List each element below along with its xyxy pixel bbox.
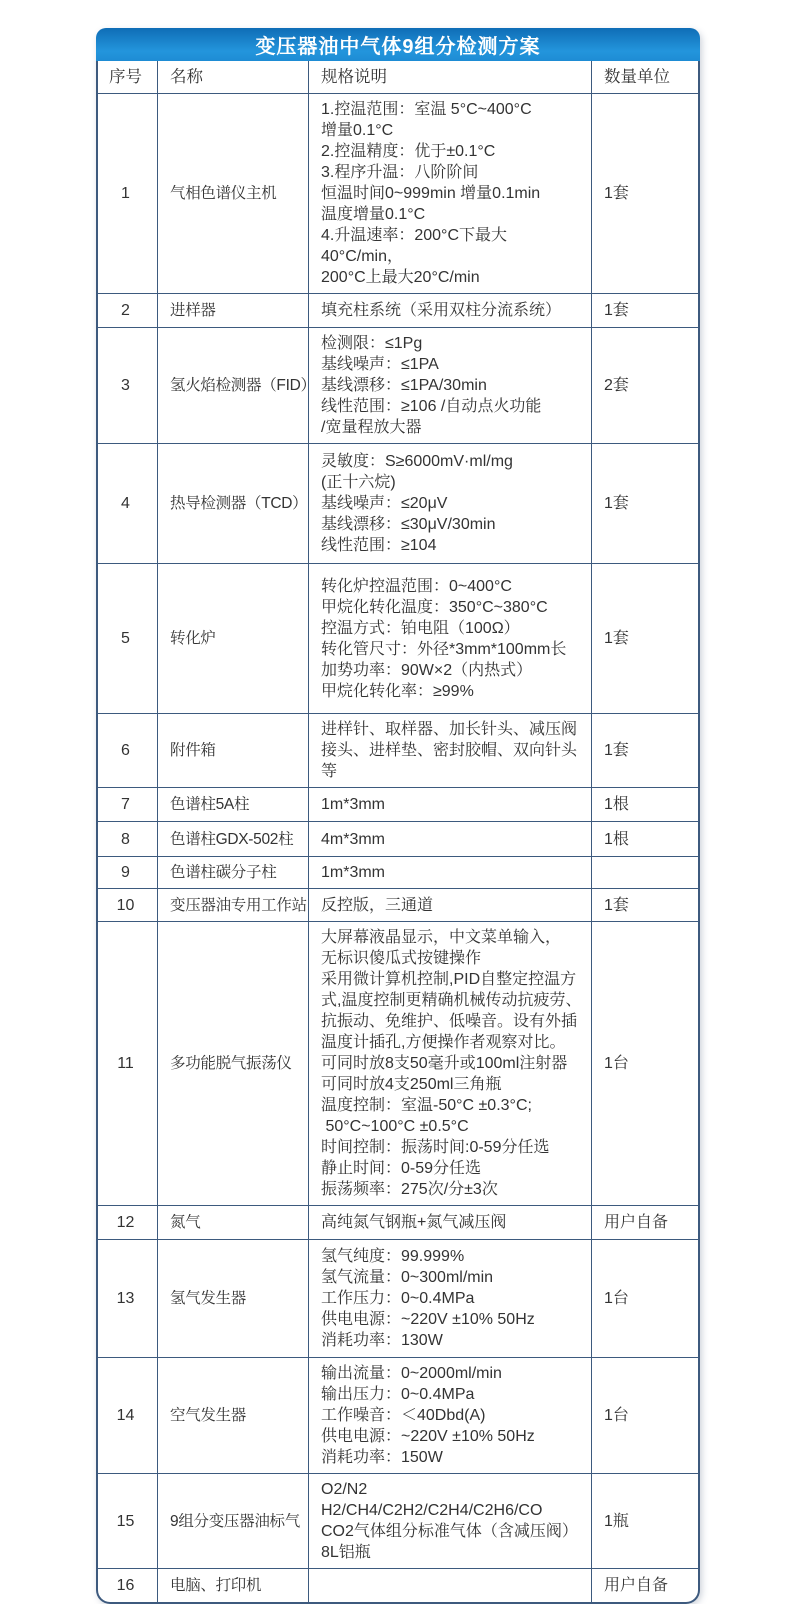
- spec-sheet-card: [96, 28, 700, 1604]
- spec-line: 1.控温范围：室温 5°C~400°C: [321, 101, 532, 118]
- cell-name: 9组分变压器油标气: [158, 1474, 309, 1568]
- cell-spec: [309, 714, 592, 787]
- table-row: [98, 1206, 698, 1240]
- table-row: [98, 328, 698, 444]
- cell-qty: 2套: [604, 377, 629, 394]
- cell-num: 8: [98, 822, 158, 856]
- cell-name: 氮气: [158, 1206, 309, 1239]
- spec-line: 供电电源：~220V ±10% 50Hz: [321, 1311, 535, 1328]
- cell-name: 氢气发生器: [158, 1240, 309, 1357]
- cell-num: 6: [98, 714, 158, 787]
- cell-num: 13: [98, 1240, 158, 1357]
- spec-line: 可同时放8支50毫升或100ml注射器: [321, 1055, 568, 1072]
- spec-line: /宽量程放大器: [321, 419, 422, 436]
- spec-line: 4.升温速率：200°C下最大40°C/min，: [321, 227, 507, 265]
- cell-qty: 1台: [604, 1407, 629, 1424]
- spec-line: 工作压力：0~0.4MPa: [321, 1290, 475, 1307]
- table-row: [98, 1358, 698, 1474]
- cell-num: 4: [98, 444, 158, 563]
- cell-name: 多功能脱气振荡仪: [158, 922, 309, 1205]
- table-row: [98, 294, 698, 328]
- table-row: [98, 714, 698, 788]
- spec-line: 消耗功率：130W: [321, 1332, 443, 1349]
- cell-name: 电脑、打印机: [158, 1569, 309, 1602]
- spec-line: 式,温度控制更精确机械传动抗疲劳、: [321, 992, 582, 1009]
- spec-line: 线性范围：≥106 /自动点火功能: [321, 398, 542, 415]
- spec-line: 200°C上最大20°C/min: [321, 269, 480, 286]
- table-row: [98, 857, 698, 889]
- spec-line: 时间控制：振荡时间:0-59分任选: [321, 1139, 550, 1156]
- cell-spec: [309, 857, 592, 888]
- spec-line: 氢气流量：0~300ml/min: [321, 1269, 494, 1286]
- cell-num: 12: [98, 1206, 158, 1239]
- cell-num: 7: [98, 788, 158, 821]
- table-row: [98, 788, 698, 822]
- column-header-name: 名称: [158, 61, 309, 93]
- table-header-row: [98, 61, 698, 94]
- table-row: [98, 564, 698, 714]
- cell-qty: 1套: [604, 742, 629, 759]
- spec-line: 进样针、取样器、加长针头、减压阀接头、进样垫、密封胶帽、双向针头等: [321, 721, 578, 780]
- cell-num: 9: [98, 857, 158, 888]
- spec-line: 消耗功率：150W: [321, 1449, 443, 1466]
- table-row: [98, 922, 698, 1206]
- cell-qty: 1瓶: [604, 1512, 629, 1530]
- spec-line: 基线漂移：≤1PA/30min: [321, 377, 487, 394]
- cell-spec: [309, 444, 592, 563]
- cell-qty: 1台: [604, 1290, 629, 1307]
- cell-spec: [309, 564, 592, 713]
- spec-line: 基线漂移：≤30μV/30min: [321, 516, 496, 533]
- spec-line: 可同时放4支250ml三角瓶: [321, 1076, 502, 1093]
- spec-line: 静止时间：0-59分任选: [321, 1160, 482, 1177]
- spec-line: 基线噪声：≤20μV: [321, 495, 448, 512]
- spec-line: 温度计插孔,方便操作者观察对比。: [321, 1034, 566, 1051]
- cell-spec: [309, 922, 592, 1205]
- cell-num: 1: [98, 94, 158, 293]
- cell-spec: [309, 1474, 592, 1568]
- spec-line: 甲烷化转化温度：350°C~380°C: [321, 598, 548, 616]
- cell-qty: 1套: [604, 896, 629, 914]
- spec-line: 转化管尺寸：外径*3mm*100mm长: [321, 640, 567, 658]
- cell-qty: [592, 857, 698, 888]
- cell-name: 色谱柱GDX-502柱: [158, 822, 309, 856]
- table-row: [98, 822, 698, 857]
- spec-line: 检测限：≤1Pg: [321, 335, 423, 352]
- spec-line: 振荡频率：275次/分±3次: [321, 1181, 498, 1198]
- cell-name: 附件箱: [158, 714, 309, 787]
- spec-line: 增量0.1°C: [321, 122, 394, 139]
- spec-line: 加势功率：90W×2（内热式）: [321, 661, 533, 679]
- column-header-num: 序号: [98, 61, 158, 93]
- spec-line: CO2气体组分标准气体（含减压阀）: [321, 1523, 578, 1540]
- cell-num: 14: [98, 1358, 158, 1473]
- sheet-title-bar: [96, 28, 700, 61]
- cell-name: 变压器油专用工作站: [158, 889, 309, 921]
- cell-spec: [309, 1569, 592, 1602]
- spec-line: 8L铝瓶: [321, 1544, 371, 1561]
- cell-name: 空气发生器: [158, 1358, 309, 1473]
- cell-num: 10: [98, 889, 158, 921]
- cell-spec: [309, 1240, 592, 1357]
- spec-line: 反控版，三通道: [321, 896, 434, 914]
- cell-qty: 1台: [604, 1055, 629, 1072]
- cell-spec: [309, 889, 592, 921]
- spec-line: 工作噪音：＜40Dbd(A): [321, 1407, 486, 1424]
- spec-line: 1m*3mm: [321, 796, 386, 813]
- spec-line: 甲烷化转化率：≥99%: [321, 682, 474, 700]
- cell-qty: 用户自备: [604, 1214, 669, 1231]
- table-row: [98, 1240, 698, 1358]
- cell-num: 11: [98, 922, 158, 1205]
- spec-line: 灵敏度：S≥6000mV·ml/mg: [321, 453, 513, 470]
- table-row: [98, 1569, 698, 1602]
- cell-name: 色谱柱碳分子柱: [158, 857, 309, 888]
- spec-line: 3.程序升温：八阶阶间: [321, 164, 479, 181]
- spec-line: 2.控温精度：优于±0.1°C: [321, 143, 496, 160]
- spec-line: 控温方式：铂电阻（100Ω）: [321, 619, 520, 637]
- cell-qty: 1根: [604, 796, 629, 813]
- cell-qty: 1套: [604, 495, 629, 512]
- cell-spec: [309, 1206, 592, 1239]
- spec-line: 供电电源：~220V ±10% 50Hz: [321, 1428, 535, 1445]
- spec-line: 填充柱系统（采用双柱分流系统）: [321, 302, 562, 319]
- spec-line: 输出流量：0~2000ml/min: [321, 1365, 502, 1382]
- spec-line: 温度增量0.1°C: [321, 206, 426, 223]
- cell-spec: [309, 822, 592, 856]
- spec-line: 基线噪声：≤1PA: [321, 356, 439, 373]
- spec-line: 大屏幕液晶显示，中文菜单输入，: [321, 929, 562, 946]
- spec-line: 50°C~100°C ±0.5°C: [321, 1118, 469, 1135]
- cell-qty: 1根: [604, 830, 629, 848]
- column-header-qty: 数量单位: [604, 67, 670, 86]
- spec-line: 转化炉控温范围：0~400°C: [321, 577, 512, 595]
- cell-name: 转化炉: [158, 564, 309, 713]
- spec-line: 抗振动、免维护、低噪音。设有外插: [321, 1013, 578, 1030]
- table-body: [98, 94, 698, 1602]
- cell-spec: [309, 94, 592, 293]
- spec-line: 4m*3mm: [321, 830, 386, 848]
- spec-line: 恒温时间0~999min 增量0.1min: [321, 185, 541, 202]
- cell-spec: [309, 294, 592, 327]
- cell-name: 色谱柱5A柱: [158, 788, 309, 821]
- cell-spec: [309, 788, 592, 821]
- spec-line: 采用微计算机控制,PID自整定控温方: [321, 971, 577, 988]
- spec-line: (正十六烷): [321, 474, 396, 491]
- spec-line: 高纯氮气钢瓶+氮气减压阀: [321, 1214, 507, 1231]
- spec-line: 温度控制：室温-50°C ±0.3°C;: [321, 1097, 532, 1114]
- spec-line: 1m*3mm: [321, 864, 386, 881]
- cell-qty: 1套: [604, 302, 629, 319]
- spec-line: 氢气纯度：99.999%: [321, 1248, 465, 1265]
- spec-line: O2/N2 H2/CH4/C2H2/C2H4/C2H6/CO: [321, 1481, 543, 1519]
- table-row: [98, 94, 698, 294]
- cell-spec: [309, 1358, 592, 1473]
- cell-spec: [309, 328, 592, 443]
- cell-num: 16: [98, 1569, 158, 1602]
- cell-qty: 用户自备: [604, 1577, 669, 1594]
- page-title: 变压器油中气体9组分检测方案: [255, 36, 541, 58]
- column-header-spec: 规格说明: [309, 61, 592, 93]
- cell-name: 气相色谱仪主机: [158, 94, 309, 293]
- cell-name: 热导检测器（TCD）: [158, 444, 309, 563]
- spec-line: 无标识傻瓜式按键操作: [321, 950, 482, 967]
- cell-num: 15: [98, 1474, 158, 1568]
- cell-name: 氢火焰检测器（FID）: [158, 328, 309, 443]
- cell-name: 进样器: [158, 294, 309, 327]
- cell-qty: 1套: [604, 630, 629, 647]
- table-row: [98, 889, 698, 922]
- cell-num: 5: [98, 564, 158, 713]
- cell-num: 3: [98, 328, 158, 443]
- spec-line: 线性范围：≥104: [321, 537, 437, 554]
- spec-table: [96, 61, 700, 1604]
- cell-num: 2: [98, 294, 158, 327]
- cell-qty: 1套: [604, 185, 629, 202]
- table-row: [98, 444, 698, 564]
- table-row: [98, 1474, 698, 1569]
- spec-line: 输出压力：0~0.4MPa: [321, 1386, 475, 1403]
